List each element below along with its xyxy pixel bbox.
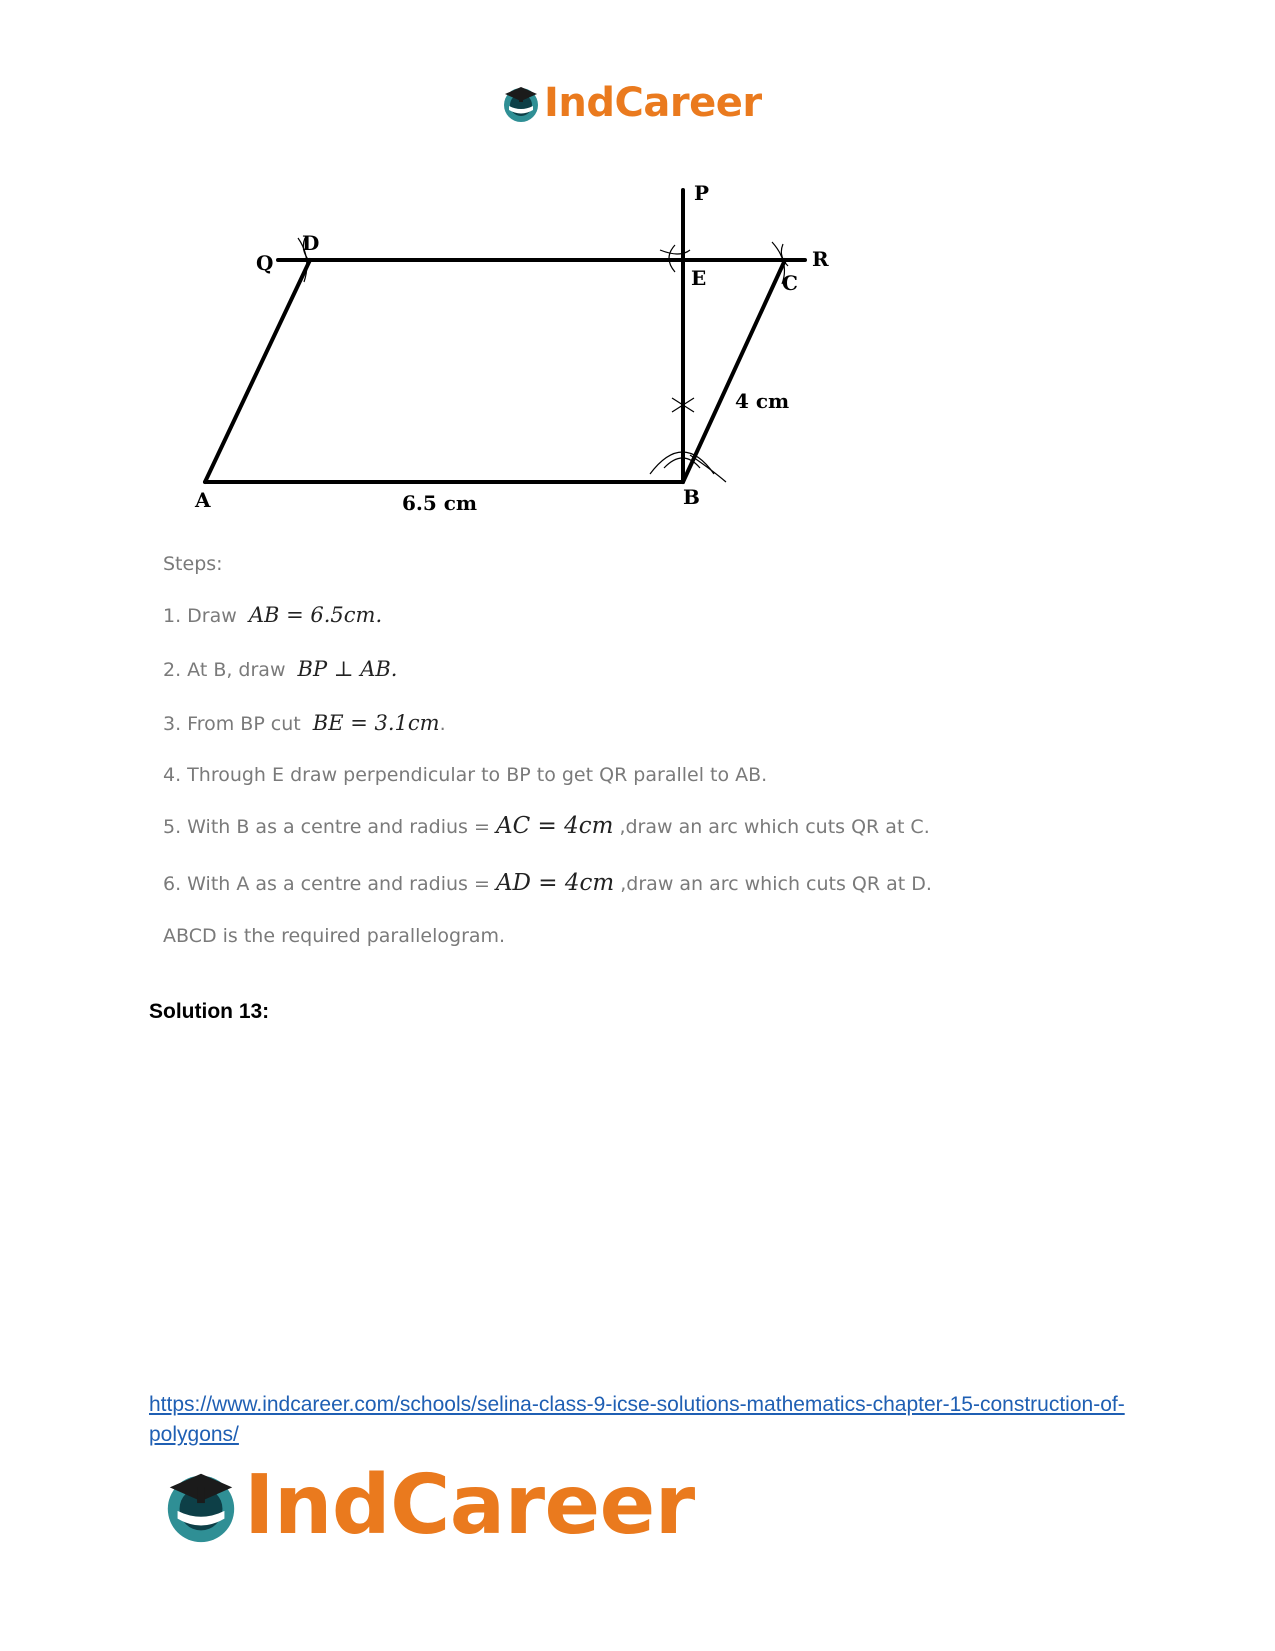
label-p: P (694, 181, 710, 205)
measure-ab: 6.5 cm (402, 491, 478, 515)
brand-name: IndCareer (244, 1457, 695, 1553)
line-ad (205, 260, 310, 482)
indcareer-logo-bottom (160, 1457, 695, 1553)
step-6-text: 6. With A as a centre and radius = (163, 873, 490, 895)
step-5 (163, 813, 930, 839)
label-r: R (812, 247, 829, 271)
step-3-end: . (439, 713, 446, 735)
step-5-text: 5. With B as a centre and radius = (163, 816, 490, 838)
step-6-math: AD = 4cm (495, 870, 615, 896)
steps-heading: Steps: (163, 553, 223, 575)
label-e: E (691, 266, 707, 290)
brand-name: IndCareer (544, 80, 762, 126)
step-3-math: BE = 3.1cm (312, 711, 440, 735)
conclusion: ABCD is the required parallelogram. (163, 925, 506, 947)
step-1-math: AB = 6.5cm. (248, 603, 383, 627)
step-2 (163, 657, 397, 681)
label-a: A (195, 488, 211, 512)
line-bc (683, 260, 785, 482)
step-1 (163, 603, 382, 627)
step-2-math: BP ⊥ AB. (297, 657, 398, 681)
solution-title: Solution 13: (149, 1000, 270, 1023)
label-b: B (683, 485, 700, 509)
step-2-text: 2. At B, draw (163, 659, 286, 681)
label-d: D (302, 231, 320, 255)
step-3 (163, 711, 446, 735)
step-6-end: ,draw an arc which cuts QR at D. (620, 873, 932, 895)
step-6 (163, 870, 932, 896)
step-4: 4. Through E draw perpendicular to BP to get QR parallel to AB. (163, 764, 768, 786)
parallelogram-construction-diagram (0, 0, 1275, 560)
step-3-text: 3. From BP cut (163, 713, 301, 735)
step-5-math: AC = 4cm (495, 813, 614, 839)
label-q: Q (256, 251, 274, 275)
graduation-cap-globe-icon (160, 1464, 242, 1546)
step-5-end: ,draw an arc which cuts QR at C. (619, 816, 930, 838)
source-link[interactable]: https://www.indcareer.com/schools/selina-class-9-icse-solutions-mathematics-chapter-15-construction-of-polygons/ (149, 1393, 1125, 1446)
step-1-text: 1. Draw (163, 605, 237, 627)
label-c: C (782, 271, 798, 295)
measure-bc: 4 cm (735, 389, 790, 413)
